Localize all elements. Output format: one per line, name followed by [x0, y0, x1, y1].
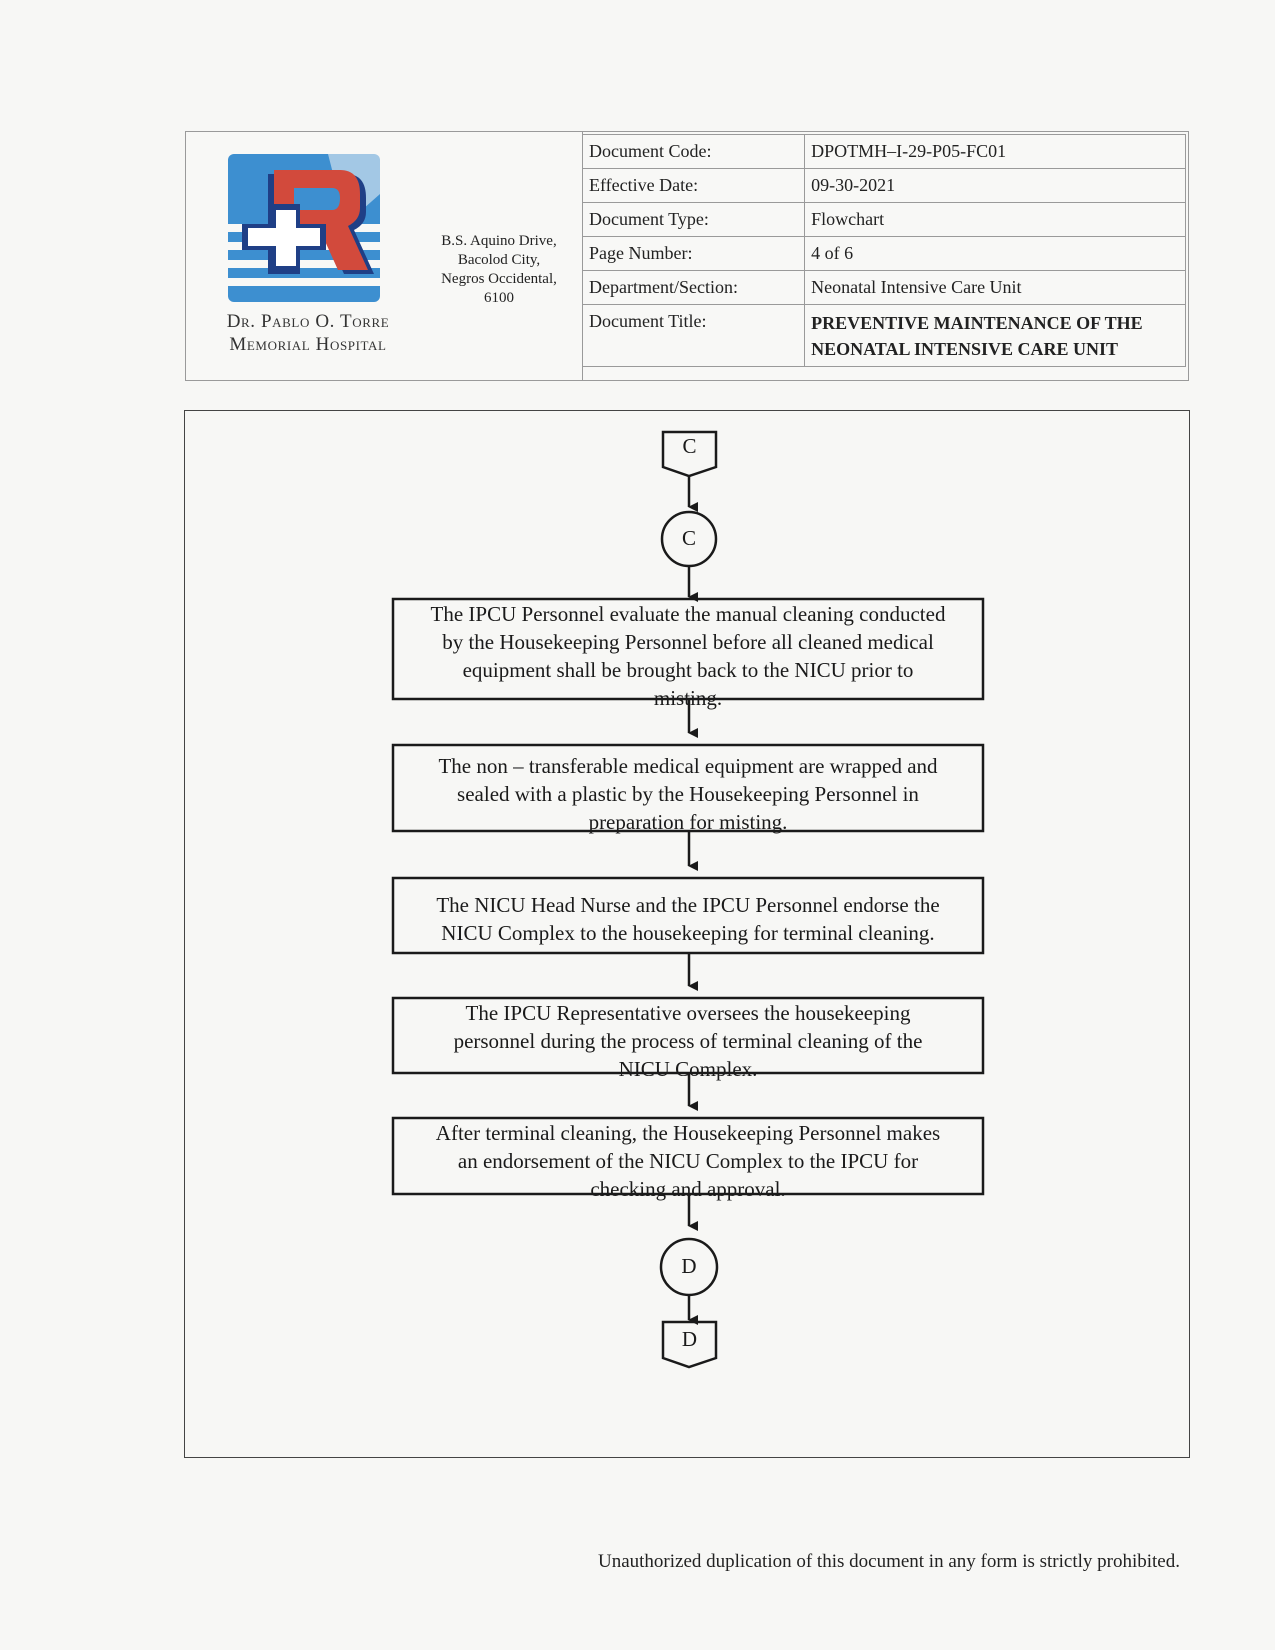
document-code-value: DPOTMH–I-29-P05-FC01	[805, 135, 1186, 169]
hospital-name-line2: Memorial Hospital	[229, 334, 387, 355]
step-line: misting.	[653, 686, 723, 710]
hospital-address	[424, 232, 574, 308]
step-text-5	[397, 1119, 979, 1203]
document-title-label: Document Title:	[583, 305, 805, 367]
step-line: The IPCU Personnel evaluate the manual cleaning conducted	[430, 602, 946, 626]
step-line: sealed with a plastic by the Housekeeping Personnel in	[457, 782, 919, 806]
step-line: an endorsement of the NICU Complex to the IPCU for	[457, 1149, 919, 1173]
logo-cell	[186, 132, 583, 380]
step-line: by the Housekeeping Personnel before all cleaned medical	[442, 630, 934, 654]
document-title-line: PREVENTIVE MAINTENANCE OF THE	[811, 313, 1143, 333]
connector-out-label: D	[681, 1254, 697, 1278]
connector-in-label: C	[681, 526, 696, 550]
address-line: 6100	[484, 290, 514, 306]
document-type-value: Flowchart	[805, 203, 1186, 237]
document-header	[185, 131, 1189, 381]
document-title-value	[805, 305, 1186, 367]
table-row	[583, 305, 1186, 367]
document-code-label: Document Code:	[583, 135, 805, 169]
offpage-connector-in-label: C	[682, 434, 697, 458]
table-row	[583, 237, 1186, 271]
hospital-name	[192, 310, 424, 356]
step-text-4	[397, 999, 979, 1083]
step-line: The non – transferable medical equipment are wrapped and	[438, 754, 938, 778]
table-row	[583, 169, 1186, 203]
page-number-value: 4 of 6	[805, 237, 1186, 271]
address-line: Negros Occidental,	[441, 271, 557, 287]
hospital-logo	[228, 154, 388, 304]
document-info-table	[582, 134, 1186, 367]
footer-notice: Unauthorized duplication of this document in any form is strictly prohibited.	[597, 1551, 1180, 1572]
offpage-connector-out-label: D	[681, 1327, 698, 1351]
hospital-name-line1: Dr. Pablo O. Torre	[226, 311, 390, 332]
address-line: B.S. Aquino Drive,	[441, 233, 557, 249]
page-number-label: Page Number:	[583, 237, 805, 271]
step-line: The NICU Head Nurse and the IPCU Personnel endorse the	[436, 893, 940, 917]
address-line: Bacolod City,	[457, 252, 541, 268]
department-label: Department/Section:	[583, 271, 805, 305]
step-line: The IPCU Representative oversees the housekeeping	[465, 1001, 911, 1025]
table-row	[583, 203, 1186, 237]
step-text-2	[397, 752, 979, 836]
step-line: personnel during the process of terminal cleaning of the	[453, 1029, 923, 1053]
effective-date-label: Effective Date:	[583, 169, 805, 203]
step-text-1	[397, 600, 979, 712]
step-line: NICU Complex to the housekeeping for terminal cleaning.	[441, 921, 935, 945]
step-line: checking and approval.	[590, 1177, 786, 1201]
document-title-line: NEONATAL INTENSIVE CARE UNIT	[811, 339, 1119, 359]
document-type-label: Document Type:	[583, 203, 805, 237]
table-row	[583, 271, 1186, 305]
department-value: Neonatal Intensive Care Unit	[805, 271, 1186, 305]
effective-date-value: 09-30-2021	[805, 169, 1186, 203]
step-line: NICU Complex.	[618, 1057, 758, 1081]
flowchart-frame	[184, 410, 1190, 1458]
table-row	[583, 135, 1186, 169]
step-text-3	[397, 891, 979, 947]
step-line: equipment shall be brought back to the NICU prior to	[462, 658, 914, 682]
step-line: After terminal cleaning, the Housekeeping Personnel makes	[435, 1121, 941, 1145]
step-line: preparation for misting.	[588, 810, 788, 834]
